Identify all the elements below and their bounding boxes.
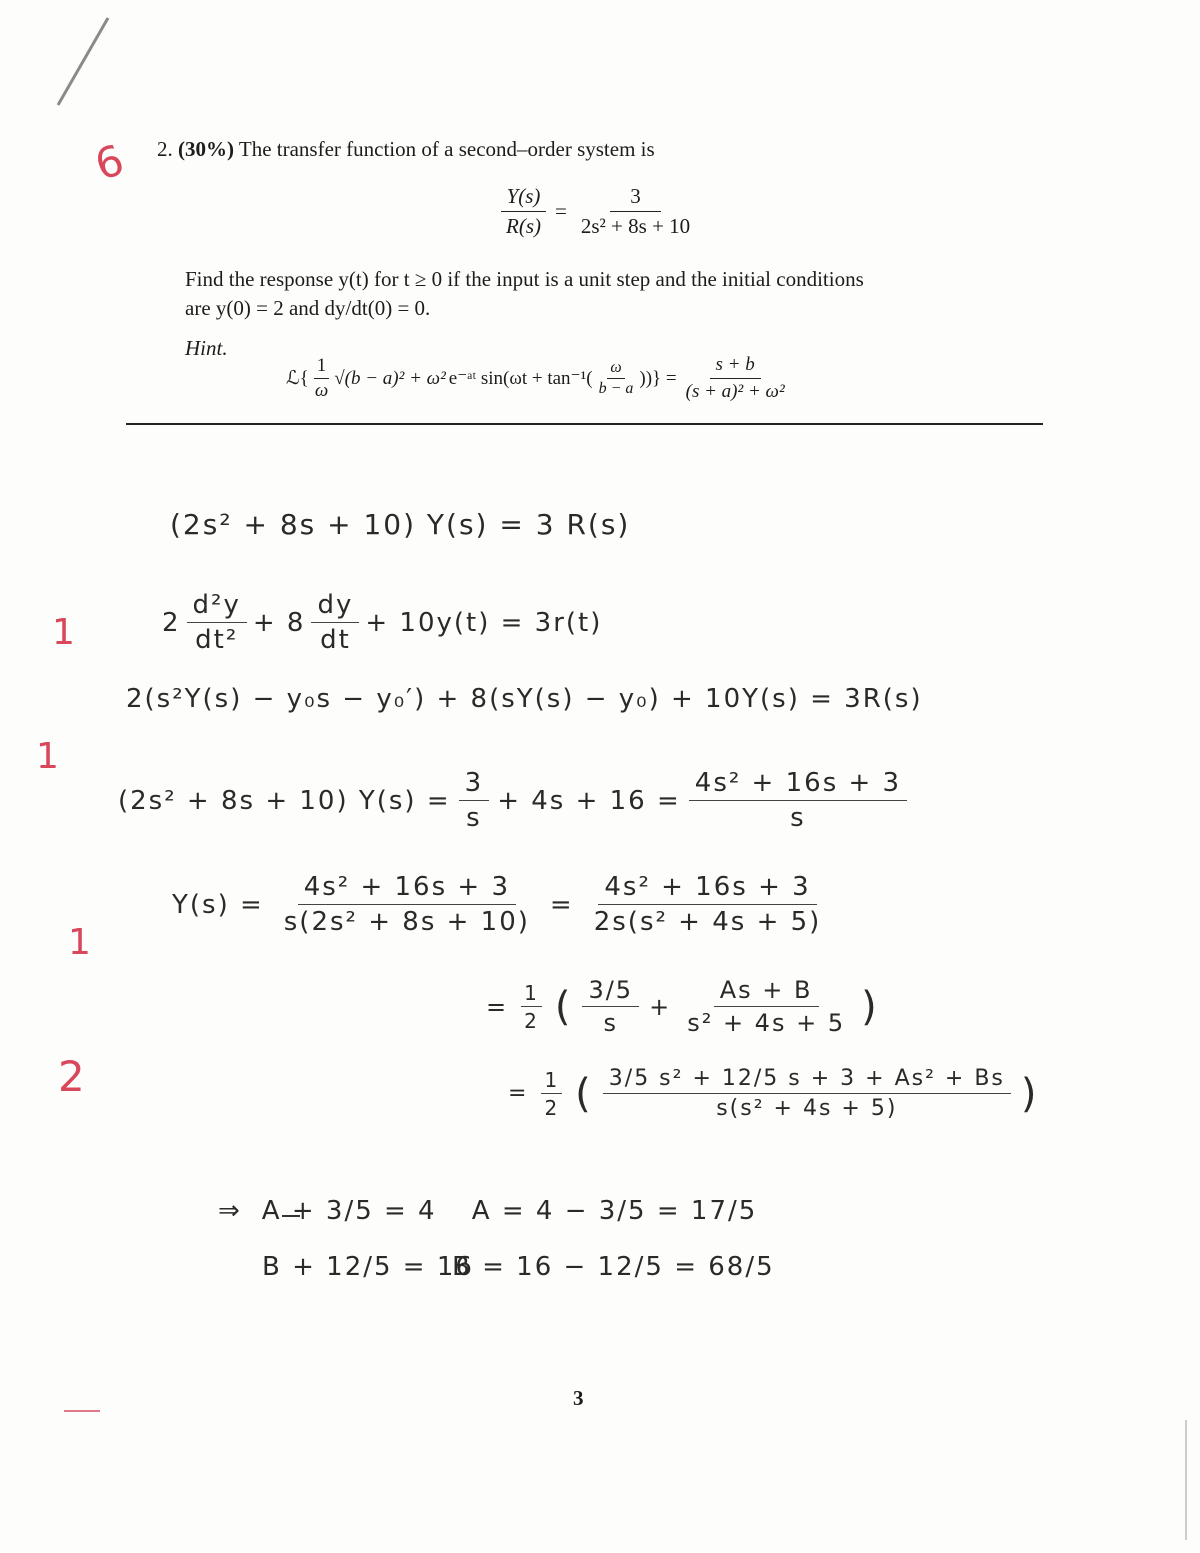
transfer-function xyxy=(500,184,696,239)
work-line8-a: A + 3/5 = 4 xyxy=(261,1196,437,1226)
hint-omega: ω xyxy=(314,380,329,401)
work-line4-f2-den: s xyxy=(790,803,806,833)
scan-mark-line xyxy=(58,18,108,105)
work-line6-frac1 xyxy=(582,976,639,1037)
work-line5-f1-den: s(2s² + 8s + 10) xyxy=(283,907,530,937)
work-line2-d2y-frac xyxy=(187,590,247,655)
work-line6-lparen: ( xyxy=(554,983,573,1030)
work-line4-f2-num: 4s² + 16s + 3 xyxy=(689,768,907,801)
work-line6-f2-num: As + B xyxy=(714,976,819,1007)
grader-mark-1: 1 xyxy=(52,612,75,653)
work-line-6 xyxy=(486,976,879,1037)
work-line2-d2y: d²y xyxy=(187,590,247,623)
work-line6-eq: = xyxy=(486,992,509,1021)
work-line4-f1-num: 3 xyxy=(459,768,490,801)
tf-rhs-den: 2s² + 8s + 10 xyxy=(580,214,691,238)
work-line4-lhs: (2s² + 8s + 10) Y(s) = xyxy=(118,785,451,816)
grader-mark-4: 2 xyxy=(58,1052,85,1101)
work-line2-dy: dy xyxy=(311,590,359,623)
hint-exp: e⁻ᵃᵗ sin(ωt + tan⁻¹( xyxy=(448,368,593,389)
work-line2-dt: dt xyxy=(320,625,351,655)
find-line-1: Find the response y(t) for t ≥ 0 if the input is a unit step and the initial conditions xyxy=(185,267,864,291)
work-line5-eq: = xyxy=(549,889,574,920)
hint-rhs-den: (s + a)² + ω² xyxy=(685,381,785,402)
grader-mark-3: 1 xyxy=(68,922,91,963)
work-line6-f1-den: s xyxy=(603,1009,619,1037)
work-line5-frac2 xyxy=(588,872,828,937)
work-line7-half xyxy=(538,1068,565,1120)
work-line7-frac xyxy=(603,1066,1011,1121)
work-line8-b: A = 4 − 3/5 = 17/5 xyxy=(471,1196,758,1226)
hint-inner-den: b − a xyxy=(598,380,634,397)
work-line2-coef: 2 xyxy=(162,607,181,638)
tf-lhs-den: R(s) xyxy=(506,214,541,238)
work-line6-half-num: 1 xyxy=(521,981,542,1007)
work-line5-f2-den: 2s(s² + 4s + 5) xyxy=(593,907,822,937)
work-line-2 xyxy=(162,590,602,655)
grader-mark-2: 1 xyxy=(36,736,59,777)
work-line-7 xyxy=(508,1066,1039,1121)
hint-rhs xyxy=(680,354,791,403)
work-line6-half-den: 2 xyxy=(524,1008,539,1033)
work-line7-half-num: 1 xyxy=(541,1068,562,1094)
find-line-2: are y(0) = 2 and dy/dt(0) = 0. xyxy=(185,296,431,320)
work-line2-dy-frac xyxy=(311,590,359,655)
tf-equals: = xyxy=(555,199,567,223)
work-line-9 xyxy=(262,1252,775,1282)
work-line9-a: B + 12/5 = 16 xyxy=(262,1252,474,1282)
work-line-8 xyxy=(218,1196,757,1226)
hint-one-over-omega xyxy=(312,355,331,402)
work-line4-mid: + 4s + 16 = xyxy=(497,785,681,816)
page-number: 3 xyxy=(573,1386,584,1410)
work-line4-frac1 xyxy=(459,768,490,833)
work-line2-dt2: dt² xyxy=(195,625,239,655)
work-line-4 xyxy=(118,768,907,833)
work-line7-half-den: 2 xyxy=(544,1095,560,1120)
hint-one: 1 xyxy=(314,355,330,379)
work-line7-eq: = xyxy=(508,1081,529,1106)
hint-laplace: ℒ{ xyxy=(286,368,309,389)
work-line6-frac2 xyxy=(681,976,851,1037)
grader-total-score: 6 xyxy=(89,135,130,190)
hint-inner-frac xyxy=(596,359,637,398)
problem-statement: The transfer function of a second–order system is xyxy=(238,137,655,161)
work-line8-arrow: ⇒ xyxy=(218,1196,242,1226)
work-line5-lhs: Y(s) = xyxy=(172,889,264,920)
work-line-5 xyxy=(172,872,827,937)
tf-rhs-num: 3 xyxy=(610,184,661,212)
work-line7-lparen: ( xyxy=(575,1070,593,1117)
hint-inner-num: ω xyxy=(607,359,624,379)
hint-label: Hint. xyxy=(185,336,228,360)
work-line5-f1-num: 4s² + 16s + 3 xyxy=(298,872,516,905)
tf-rhs xyxy=(575,184,696,239)
tf-lhs-num: Y(s) xyxy=(501,184,547,212)
work-line2-plus8: + 8 xyxy=(252,607,306,638)
problem-weight: (30%) xyxy=(178,137,234,161)
hint-formula xyxy=(286,354,791,403)
work-line6-f1-num: 3/5 xyxy=(582,976,639,1007)
work-line5-frac1 xyxy=(278,872,536,937)
work-line4-f1-den: s xyxy=(466,803,482,833)
problem-heading xyxy=(157,137,655,162)
work-line7-den: s(s² + 4s + 5) xyxy=(716,1096,898,1121)
work-line6-plus: + xyxy=(649,992,672,1021)
work-line2-rest: + 10y(t) = 3r(t) xyxy=(365,607,603,638)
work-line4-frac2 xyxy=(689,768,907,833)
work-line7-rparen: ) xyxy=(1020,1070,1039,1117)
work-line9-b: B = 16 − 12/5 = 68/5 xyxy=(452,1252,775,1282)
work-line7-num: 3/5 s² + 12/5 s + 3 + As² + Bs xyxy=(603,1066,1011,1094)
hint-close: ))} = xyxy=(639,367,677,389)
problem-number: 2. xyxy=(157,137,173,161)
work-line6-rparen: ) xyxy=(861,983,879,1030)
tf-lhs xyxy=(500,184,547,239)
work-line-1: (2s² + 8s + 10) Y(s) = 3 R(s) xyxy=(170,508,631,541)
work-line5-f2-num: 4s² + 16s + 3 xyxy=(598,872,816,905)
hint-sqrt: √(b − a)² + ω² xyxy=(334,367,446,389)
work-line-3: 2(s²Y(s) − y₀s − y₀′) + 8(sY(s) − y₀) + 10Y(s) = 3R(s) xyxy=(126,684,923,714)
hint-rhs-num: s + b xyxy=(710,354,761,379)
work-line6-half xyxy=(518,981,545,1033)
work-line6-f2-den: s² + 4s + 5 xyxy=(687,1009,846,1037)
